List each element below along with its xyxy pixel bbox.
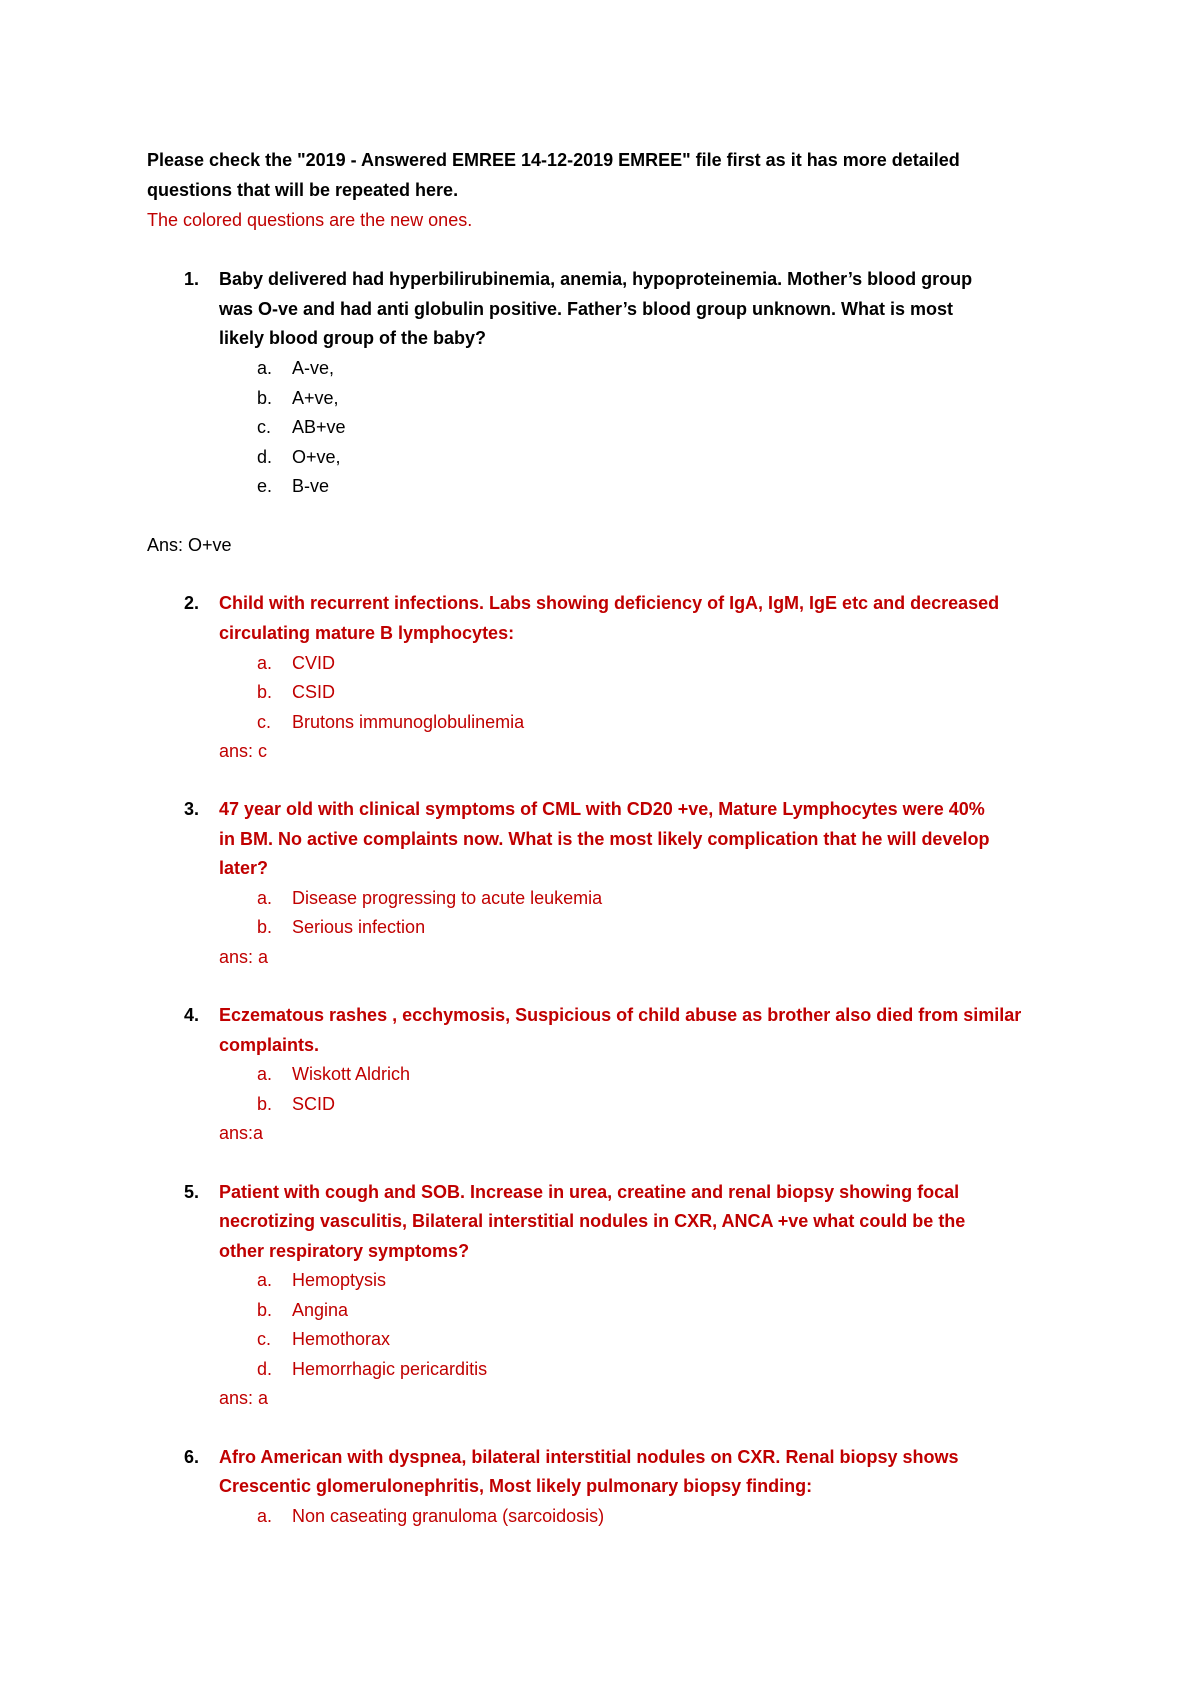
question-3-option-letter: b. bbox=[257, 917, 273, 937]
question-3-option-letter: a. bbox=[257, 888, 273, 908]
question-6-text-line-2: Crescentic glomerulonephritis, Most likely pulmonary biopsy finding: bbox=[219, 1476, 813, 1496]
question-5-option-text: Angina bbox=[292, 1300, 349, 1320]
question-2-option-letter: a. bbox=[257, 653, 273, 673]
question-1-number: 1. bbox=[184, 269, 200, 289]
question-1-option-text: A+ve, bbox=[292, 388, 339, 408]
question-1-option-text: B-ve bbox=[292, 476, 330, 496]
question-3-text-line-1: 47 year old with clinical symptoms of CML with CD20 +ve, Mature Lymphocytes were 40% bbox=[219, 799, 985, 819]
question-1-option-letter: a. bbox=[257, 358, 273, 378]
question-5-option-text: Hemothorax bbox=[292, 1329, 391, 1349]
question-3-number: 3. bbox=[184, 799, 200, 819]
question-1-option-letter: c. bbox=[257, 417, 272, 437]
question-2-option-text: Brutons immunoglobulinemia bbox=[292, 712, 525, 732]
question-5-option-letter: b. bbox=[257, 1300, 273, 1320]
question-3-answer: ans: a bbox=[219, 947, 269, 967]
question-6-text-line-1: Afro American with dyspnea, bilateral interstitial nodules on CXR. Renal biopsy shows bbox=[219, 1447, 959, 1467]
question-5-answer: ans: a bbox=[219, 1388, 269, 1408]
question-1-answer: Ans: O+ve bbox=[147, 535, 232, 555]
question-1-text-line-2: was O-ve and had anti globulin positive. Father’s blood group unknown. What is most bbox=[219, 299, 954, 319]
question-1-option-text: AB+ve bbox=[292, 417, 346, 437]
question-1-text-line-1: Baby delivered had hyperbilirubinemia, anemia, hypoproteinemia. Mother’s blood group bbox=[219, 269, 973, 289]
question-6-option-text: Non caseating granuloma (sarcoidosis) bbox=[292, 1506, 605, 1526]
question-2-option-text: CVID bbox=[292, 653, 336, 673]
question-2-text-line-2: circulating mature B lymphocytes: bbox=[219, 623, 515, 643]
question-6-number: 6. bbox=[184, 1447, 200, 1467]
question-1-option-letter: d. bbox=[257, 447, 273, 467]
question-6-option-letter: a. bbox=[257, 1506, 273, 1526]
question-4-option-letter: b. bbox=[257, 1094, 273, 1114]
question-1-text-line-3: likely blood group of the baby? bbox=[219, 328, 487, 348]
question-5-text-line-2: necrotizing vasculitis, Bilateral interstitial nodules in CXR, ANCA +ve what could be the bbox=[219, 1211, 966, 1231]
colored-questions-note: The colored questions are the new ones. bbox=[147, 210, 473, 230]
question-5-number: 5. bbox=[184, 1182, 200, 1202]
question-4-option-text: SCID bbox=[292, 1094, 336, 1114]
question-1-option-letter: e. bbox=[257, 476, 273, 496]
question-4-number: 4. bbox=[184, 1005, 200, 1025]
question-5-option-letter: a. bbox=[257, 1270, 273, 1290]
intro-line-2: questions that will be repeated here. bbox=[147, 180, 459, 200]
question-2-text-line-1: Child with recurrent infections. Labs showing deficiency of IgA, IgM, IgE etc and decreased bbox=[219, 593, 1000, 613]
question-4-answer: ans:a bbox=[219, 1123, 264, 1143]
question-5-text-line-1: Patient with cough and SOB. Increase in urea, creatine and renal biopsy showing focal bbox=[219, 1182, 960, 1202]
question-5-option-letter: d. bbox=[257, 1359, 273, 1379]
question-2-option-text: CSID bbox=[292, 682, 336, 702]
question-5-option-text: Hemoptysis bbox=[292, 1270, 387, 1290]
question-5-text-line-3: other respiratory symptoms? bbox=[219, 1241, 470, 1261]
intro-line-1: Please check the "2019 - Answered EMREE 14-12-2019 EMREE" file first as it has more detailed bbox=[147, 150, 960, 170]
question-2-option-letter: c. bbox=[257, 712, 272, 732]
question-4-option-letter: a. bbox=[257, 1064, 273, 1084]
question-4-text-line-2: complaints. bbox=[219, 1035, 320, 1055]
question-4-text-line-1: Eczematous rashes , ecchymosis, Suspicious of child abuse as brother also died from similar bbox=[219, 1005, 1022, 1025]
question-2-option-letter: b. bbox=[257, 682, 273, 702]
question-1-option-text: A-ve, bbox=[292, 358, 335, 378]
question-3-text-line-2: in BM. No active complaints now. What is the most likely complication that he will develop bbox=[219, 829, 990, 849]
question-2-answer: ans: c bbox=[219, 741, 268, 761]
question-4-option-text: Wiskott Aldrich bbox=[292, 1064, 411, 1084]
question-1-option-text: O+ve, bbox=[292, 447, 341, 467]
question-3-option-text: Disease progressing to acute leukemia bbox=[292, 888, 603, 908]
question-5-option-letter: c. bbox=[257, 1329, 272, 1349]
question-2-number: 2. bbox=[184, 593, 200, 613]
question-5-option-text: Hemorrhagic pericarditis bbox=[292, 1359, 488, 1379]
question-3-text-line-3: later? bbox=[219, 858, 269, 878]
question-1-option-letter: b. bbox=[257, 388, 273, 408]
question-3-option-text: Serious infection bbox=[292, 917, 426, 937]
